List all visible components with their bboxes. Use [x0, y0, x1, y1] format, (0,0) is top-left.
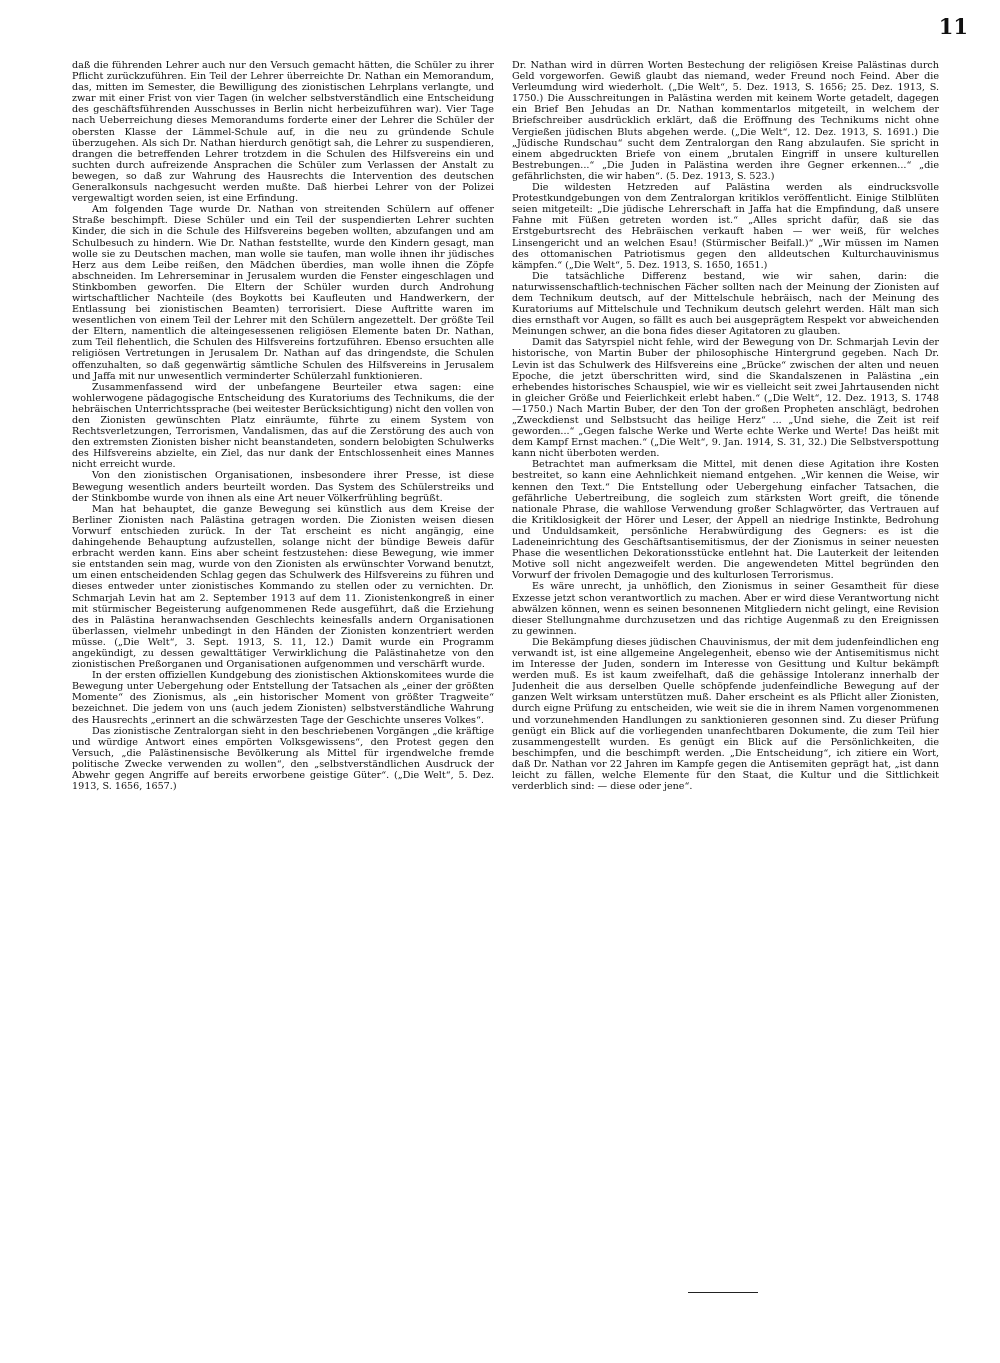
- right-paragraph-3: Die tatsächliche Differenz bestand, wie wir sahen, darin: die naturwissenschaftlich-technischen Fächer sollten nach der Meinung der Zionisten auf dem Technikum deutsch, auf der Mittelschule hebräisch, nach der Meinung des Kuratoriums auf Mittelschule und Technikum deutsch gelehrt werden. Hält man sich dies ernsthaft vor Augen, so fällt es auch bei ausgeprägtem Respekt vor abweichenden Meinungen schwer, an die bona fides dieser Agitatoren zu glauben.: [512, 270, 939, 338]
- right-paragraph-6: Es wäre unrecht, ja unhöflich, den Zionismus in seiner Gesamtheit für diese Exzesse jetzt schon verantwortlich zu machen. Aber er wird diese Verantwortung nicht abwälzen können, wenn es seinen besonnenen Mitgliedern nicht gelingt, eine Revision dieser Stellungnahme durchzusetzen und das richtige Augenmaß zu den Ereignissen zu gewinnen.: [512, 581, 939, 637]
- left-paragraph-2: Am folgenden Tage wurde Dr. Nathan von streitenden Schülern auf offener Straße beschimpft. Diese Schüler und ein Teil der suspendierten Lehrer suchten Kinder, die sich in die Schule des Hilfsvereins begeben wollten, abzufangen und am Schulbesuch zu hindern. Wie Dr. Nathan feststellte, wurde den Kindern gesagt, man wolle sie zu Deutschen machen, man wolle sie taufen, man wolle ihnen ihr jüdisches Herz aus dem Leibe reißen, den Mädchen überdies, man wolle ihnen die Zöpfe abschneiden. Im Lehrerseminar in Jerusalem wurden die Fenster eingeschlagen und Stinkbomben geworfen. Die Eltern der Schüler wurden durch Androhung wirtschaftlicher Nachteile (des Boykotts bei Kaufleuten und Handwerkern, der Entlassung bei zionistischen Beamten) terrorisiert. Diese Auftritte waren im wesentlichen von einem Teil der Lehrer mit den Schülern angezettelt. Der größte Teil der Eltern, namentlich die alteingesessenen religiösen Elemente baten Dr. Nathan, zum Teil flehentlich, die Schulen des Hilfsvereins fortzuführen. Ebenso ersuchten alle religiösen Vertretungen in Jerusalem Dr. Nathan auf das dringendste, die Schulen offenzuhalten, so daß gegenwärtig sämtliche Schulen des Hilfsvereins in Jerusalem und Jaffa mit nur unwesentlich verminderter Schülerzahl funktionieren.: [72, 204, 494, 382]
- left-paragraph-6: In der ersten offiziellen Kundgebung des zionistischen Aktionskomitees wurde die Bewegung unter Uebergehung oder Entstellung der Tatsachen als „einer der größten Momente“ des Zionismus, als „ein historischer Moment von größter Tragweite“ bezeichnet. Die jedem von uns (auch jedem Zionisten) selbstverständliche Wahrung des Hausrechts „erinnert an die schwärzesten Tage der Geschichte unseres Volkes“.: [72, 670, 494, 726]
- left-paragraph-7: Das zionistische Zentralorgan sieht in den beschriebenen Vorgängen „die kräftige und würdige Antwort eines empörten Volksgewissens“, den Protest gegen den Versuch, „die Palästinensische Bevölkerung als Mittel für irgendwelche fremde politische Zwecke verwenden zu wollen“, den „selbstverständlichen Ausdruck der Abwehr gegen Angriffe auf bereits erworbene geistige Güter“. („Die Welt“, 5. Dez. 1913, S. 1656, 1657.): [72, 725, 494, 793]
- right-paragraph-2: Die wildesten Hetzreden auf Palästina werden als eindrucksvolle Protestkundgebungen von dem Zentralorgan kritiklos veröffentlicht. Einige Stilblüten seien mitgeteilt: „Die jüdische Lehrerschaft in Jaffa hat die Empfindung, daß unsere Fahne mit Füßen getreten worden ist.“ „Alles spricht dafür, daß sie das Erstgeburtsrecht des Hebräischen verkauft haben — wer weiß, für welches Linsengericht und an welchen Esau! (Stürmischer Beifall.)“ „Wir müssen im Namen des ottomanischen Patriotismus gegen den alldeutschen Kulturchauvinismus kämpfen.“ („Die Welt“, 5. Dez. 1913, S. 1650, 1651.): [512, 182, 939, 271]
- right-paragraph-1: Dr. Nathan wird in dürren Worten Bestechung der religiösen Kreise Palästinas durch Geld vorgeworfen. Gewiß glaubt das niemand, weder Freund noch Feind. Aber die Verleumdung wird wiederholt. („Die Welt“, 5. Dez. 1913, S. 1656; 25. Dez. 1913, S. 1750.) Die Ausschreitungen in Palästina werden mit keinem Worte getadelt, dagegen ein Brief Ben Jehudas an Dr. Nathan kommentarlos mitgeteilt, in welchem der Briefschreiber ausdrücklich erklärt, daß die Eröffnung des Technikums nicht ohne Vergießen jüdischen Bluts abgehen werde. („Die Welt“, 12. Dez. 1913, S. 1691.) Die „Jüdische Rundschau“ sucht dem Zentralorgan den Rang abzulaufen. Sie spricht in einem abgedruckten Briefe von einem „brutalen Eingriff in unsere kulturellen Bestrebungen...“ „Die Juden in Palästina werden ihre Gegner erkennen...“ „die gefährlichsten, die wir haben“. (5. Dez. 1913, S. 523.): [512, 60, 939, 182]
- right-paragraph-7: Die Bekämpfung dieses jüdischen Chauvinismus, der mit dem judenfeindlichen eng verwandt ist, ist eine allgemeine Angelegenheit, ebenso wie der Antisemitismus nicht im Interesse der Juden, sondern im Interesse von Gesittung und Kultur bekämpft werden muß. Es ist kaum zweifelhaft, daß die gehässige Intoleranz innerhalb der Judenheit die aus derselben Quelle schöpfende judenfeindliche Bewegung auf der ganzen Welt wirksam unterstützen muß. Daher erscheint es als Pflicht aller Zionisten, durch eigne Prüfung zu entscheiden, wie weit sie die in ihrem Namen vorgenommenen und vorzunehmenden Handlungen zu sanktionieren gesonnen sind. Zu dieser Prüfung genügt ein Blick auf die vorliegenden unanfechtbaren Dokumente, die zum Teil hier zusammengestellt wurden. Es genügt ein Blick auf die Persönlichkeiten, die beschimpfen, und die beschimpft werden. „Die Entscheidung“, ich zitiere ein Wort, daß Dr. Nathan vor 22 Jahren im Kampfe gegen die Antisemiten geprägt hat, „ist dann leicht zu fällen, welche Elemente für den Staat, die Kultur und die Sittlichkeit verderblich sind: — diese oder jene“.: [512, 636, 939, 793]
- left-paragraph-3: Zusammenfassend wird der unbefangene Beurteiler etwa sagen: eine wohlerwogene pädagogische Entscheidung des Kuratoriums des Technikums, die der hebräischen Unterrichtssprache (bei weitester Berücksichtigung) nicht den vollen von den Zionisten gewünschten Platz einräumte, führte zu einem System von Rechtsverletzungen, Terrorismen, Vandalismen, das auf die Zerstörung des auch von den extremsten Zionisten bisher nicht beanstandeten, sondern belobigten Schulwerks des Hilfsvereins abzielte, ein Ziel, das nur dank der Entschlossenheit eines Mannes nicht erreicht wurde.: [72, 381, 494, 471]
- left-paragraph-4: Von den zionistischen Organisationen, insbesondere ihrer Presse, ist diese Bewegung wesentlich anders beurteilt worden. Das System des Schülerstreiks und der Stinkbombe wurde von ihnen als eine Art neuer Völkerfrühling begrüßt.: [72, 470, 494, 504]
- right-paragraph-5: Betrachtet man aufmerksam die Mittel, mit denen diese Agitation ihre Kosten bestreitet, so kann eine Aehnlichkeit niemand entgehen. „Wir kennen die Weise, wir kennen den Text.“ Die Entstellung oder Uebergehung einfacher Tatsachen, die gefährliche Uebertreibung, die sogleich zum stärksten Wort greift, die tönende nationale Phrase, die wahllose Verwendung großer Schlagwörter, das Vertrauen auf die Kritiklosigkeit der Hörer und Leser, der Appell an niedrige Instinkte, Bedrohung und Unduldsamkeit, persönliche Herabwürdigung des Gegners: es ist die Ladeneinrichtung des Geschäftsantisemitismus, der der Zionismus in seiner neuesten Phase die wesentlichen Dekorationsstücke entlehnt hat. Die Lauterkeit der leitenden Motive soll nicht angezweifelt werden. Die angewendeten Mittel begründen den Vorwurf der frivolen Demagogie und des kulturlosen Terrorismus.: [512, 459, 939, 582]
- right-paragraph-4: Damit das Satyrspiel nicht fehle, wird der Bewegung von Dr. Schmarjah Levin der historische, von Martin Buber der philosophische Hintergrund gegeben. Nach Dr. Levin ist das Schulwerk des Hilfsvereins eine „Brücke“ zwischen der alten und neuen Epoche, die jetzt überschritten wird, sind die Skandalszenen in Palästina „ein erhebendes historisches Schauspiel, wie wir es vielleicht seit zwei Jahrtausenden nicht in gleicher Größe und Feierlichkeit erlebt haben.“ („Die Welt“, 12. Dez. 1913, S. 1748—1750.) Nach Martin Buber, der den Ton der großen Propheten anschlägt, bedrohen „Zweckdienst und Selbstsucht das heilige Herz“ ... „Und siehe, die Zeit ist reif geworden...“ „Gegen falsche Werke und Werte echte Werke und Werte! Das heißt mit dem Kampf Ernst machen.“ („Die Welt“, 9. Jan. 1914, S. 31, 32.) Die Selbstverspottung kann nicht überboten werden.: [512, 337, 939, 460]
- left-column: [72, 60, 494, 1330]
- left-paragraph-1: daß die führenden Lehrer auch nur den Versuch gemacht hätten, die Schüler zu ihrer Pflicht zurückzuführen. Ein Teil der Lehrer überreichte Dr. Nathan ein Memorandum, das, mitten im Semester, die Bewilligung des zionistischen Lehrplans verlangte, und zwar mit einer Frist von vier Tagen (in welcher selbstverständlich eine Entscheidung des geschäftsführenden Ausschusses in Berlin nicht herbeizuführen war). Vier Tage nach Ueberreichung dieses Memorandums forderte einer der Lehrer die Schüler der obersten Klasse der Lämmel-Schule auf, in die neu zu gründende Schule überzugehen. Als sich Dr. Nathan hierdurch genötigt sah, die Lehrer zu suspendieren, drangen die betreffenden Lehrer trotzdem in die Schulen des Hilfsvereins ein und suchten durch aufreizende Ansprachen die Schüler zum Verlassen der Anstalt zu bewegen, so daß zur Wahrung des Hausrechts die Intervention des deutschen Generalkonsuls nachgesucht werden mußte. Daß hierbei Lehrer von der Polizei vergewaltigt worden seien, ist eine Erfindung.: [72, 60, 494, 205]
- page-number: 11: [938, 14, 968, 39]
- end-rule: [688, 1292, 758, 1293]
- right-column: [512, 60, 939, 1330]
- left-paragraph-5: Man hat behauptet, die ganze Bewegung sei künstlich aus dem Kreise der Berliner Zionisten nach Palästina getragen worden. Die Zionisten weisen diesen Vorwurf entschieden zurück. In der Tat erscheint es nicht angängig, eine dahingehende Behauptung aufzustellen, solange nicht der bündige Beweis dafür erbracht werden kann. Eins aber scheint festzustehen: diese Bewegung, wie immer sie entstanden sein mag, wurde von den Zionisten als erwünschter Vorwand benutzt, um einen entscheidenden Schlag gegen das Schulwerk des Hilfsvereins zu führen und dieses entweder unter zionistisches Kommando zu stellen oder zu vernichten. Dr. Schmarjah Levin hat am 2. September 1913 auf dem 11. Zionistenkongreß in einer mit stürmischer Begeisterung aufgenommenen Rede ausgeführt, daß die Erziehung des in Palästina heranwachsenden Geschlechts keinesfalls andern Organisationen überlassen, vielmehr unbedingt in den Händen der Zionisten konzentriert werden müsse. („Die Welt“, 3. Sept. 1913, S. 11, 12.) Damit wurde ein Programm angekündigt, zu dessen gewalttätiger Verwirklichung die Palästinahetze von den zionistischen Preßorganen und Organisationen aufgenommen und verschärft wurde.: [72, 503, 494, 671]
